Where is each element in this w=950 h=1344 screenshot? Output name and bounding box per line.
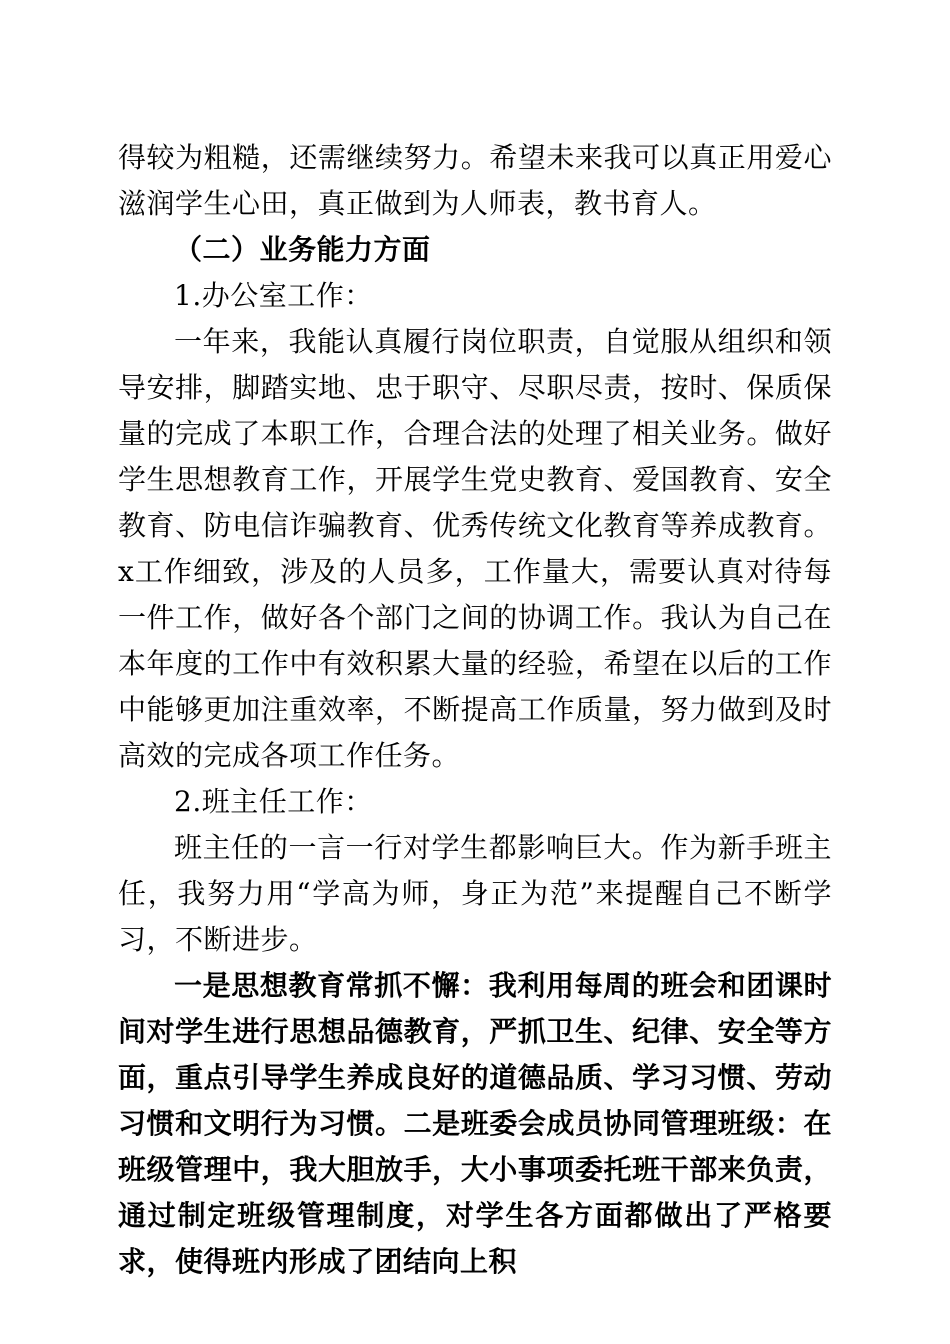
paragraph-office-work: 一年来，我能认真履行岗位职责，自觉服从组织和领导安排，脚踏实地、忠于职守、尽职尽责，按时、保质保量的完成了本职工作，合理合法的处理了相关业务。做好学生思想教育工作，开展学生党史教育、爱国教育、安全教育、防电信诈骗教育、优秀传统文化教育等养成教育。x工作细致，涉及的人员多，工作量大，需要认真对待每一件工作，做好各个部门之间的协调工作。我认为自己在本年度的工作中有效积累大量的经验，希望在以后的工作中能够更加注重效率，不断提高工作质量，努力做到及时高效的完成各项工作任务。: [118, 325, 832, 772]
subsection-heading-office-work: 1.办公室工作：: [174, 279, 373, 312]
subsection-heading-class-teacher: 2.班主任工作：: [174, 785, 373, 818]
paragraph-class-teacher-intro: 班主任的一言一行对学生都影响巨大。作为新手班主任，我努力用“学高为师，身正为范”来提醒自己不断学习，不断进步。: [118, 831, 832, 956]
section-heading: （二）业务能力方面: [174, 233, 431, 266]
paragraph-class-management: 一是思想教育常抓不懈：我利用每周的班会和团课时间对学生进行思想品德教育，严抓卫生、纪律、安全等方面，重点引导学生养成良好的道德品质、学习习惯、劳动习惯和文明行为习惯。二是班委会成员协同管理班级：在班级管理中，我大胆放手，大小事项委托班干部来负责，通过制定班级管理制度，对学生各方面都做出了严格要求，使得班内形成了团结向上积: [118, 969, 832, 1278]
paragraph-continuation: 得较为粗糙，还需继续努力。希望未来我可以真正用爱心滋润学生心田，真正做到为人师表，教书育人。: [118, 141, 832, 220]
